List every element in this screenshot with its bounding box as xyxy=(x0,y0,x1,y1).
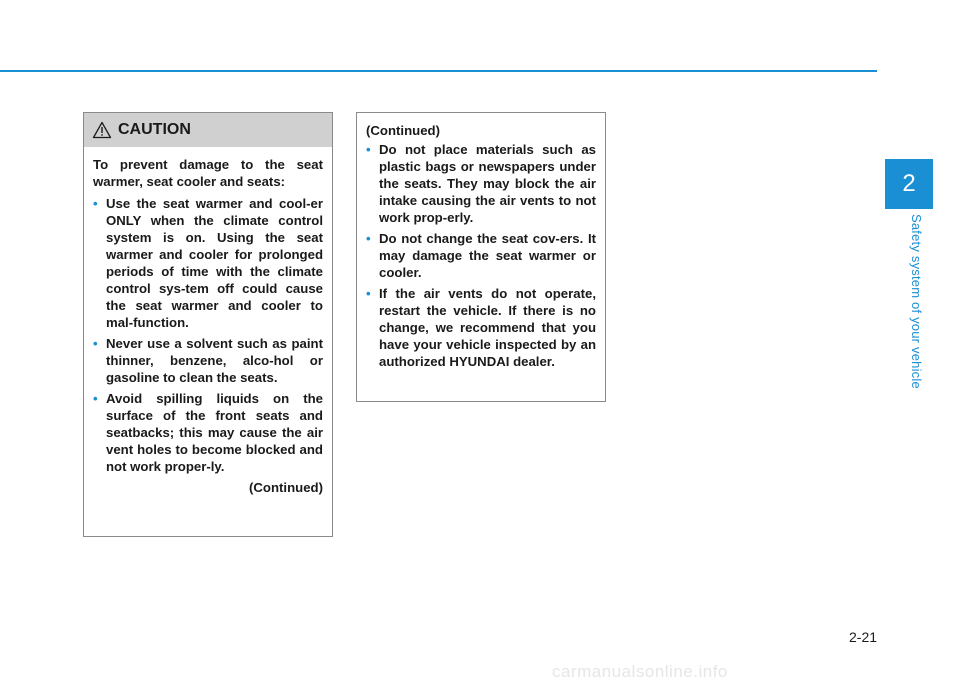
continued-box xyxy=(356,112,606,402)
continued-item: • If the air vents do not operate, restart the vehicle. If there is no change, we recommend that you have your vehicle inspected by an authorized HYUNDAI dealer. xyxy=(366,285,596,370)
chapter-tab xyxy=(885,159,933,209)
continued-content xyxy=(357,113,605,380)
watermark: carmanualsonline.info xyxy=(552,662,728,681)
continued-label: (Continued) xyxy=(249,480,323,495)
caution-item: • Use the seat warmer and cool-er ONLY when the climate control system is on. Using the seat warmer and cooler for prolonged periods of time with the climate control sys-tem off could cause the seat warmer and cooler to mal-function. xyxy=(93,195,323,331)
continued-item: • Do not change the seat cov-ers. It may damage the seat warmer or cooler. xyxy=(366,230,596,281)
caution-box xyxy=(83,112,333,537)
caution-item: • Avoid spilling liquids on the surface of the front seats and seatbacks; this may cause the air vent holes to become blocked and not work proper-ly. xyxy=(93,390,323,475)
caution-header xyxy=(84,113,332,147)
chapter-title: Safety system of your vehicle xyxy=(909,214,924,389)
continued-list xyxy=(366,141,596,370)
top-rule xyxy=(0,70,877,72)
caution-intro: To prevent damage to the seat warmer, seat cooler and seats: xyxy=(93,157,323,189)
caution-title: CAUTION xyxy=(118,121,191,138)
page-number: 2-21 xyxy=(849,629,878,645)
warning-triangle-icon xyxy=(92,121,112,139)
continued-label-top: (Continued) xyxy=(366,123,440,138)
caution-item: • Never use a solvent such as paint thinner, benzene, alco-hol or gasoline to clean the seats. xyxy=(93,335,323,386)
caution-list xyxy=(93,195,323,475)
chapter-number: 2 xyxy=(902,170,916,197)
caution-content xyxy=(84,147,332,502)
continued-item: • Do not place materials such as plastic bags or newspapers under the seats. They may block the air intake causing the air vents to not work prop-erly. xyxy=(366,141,596,226)
